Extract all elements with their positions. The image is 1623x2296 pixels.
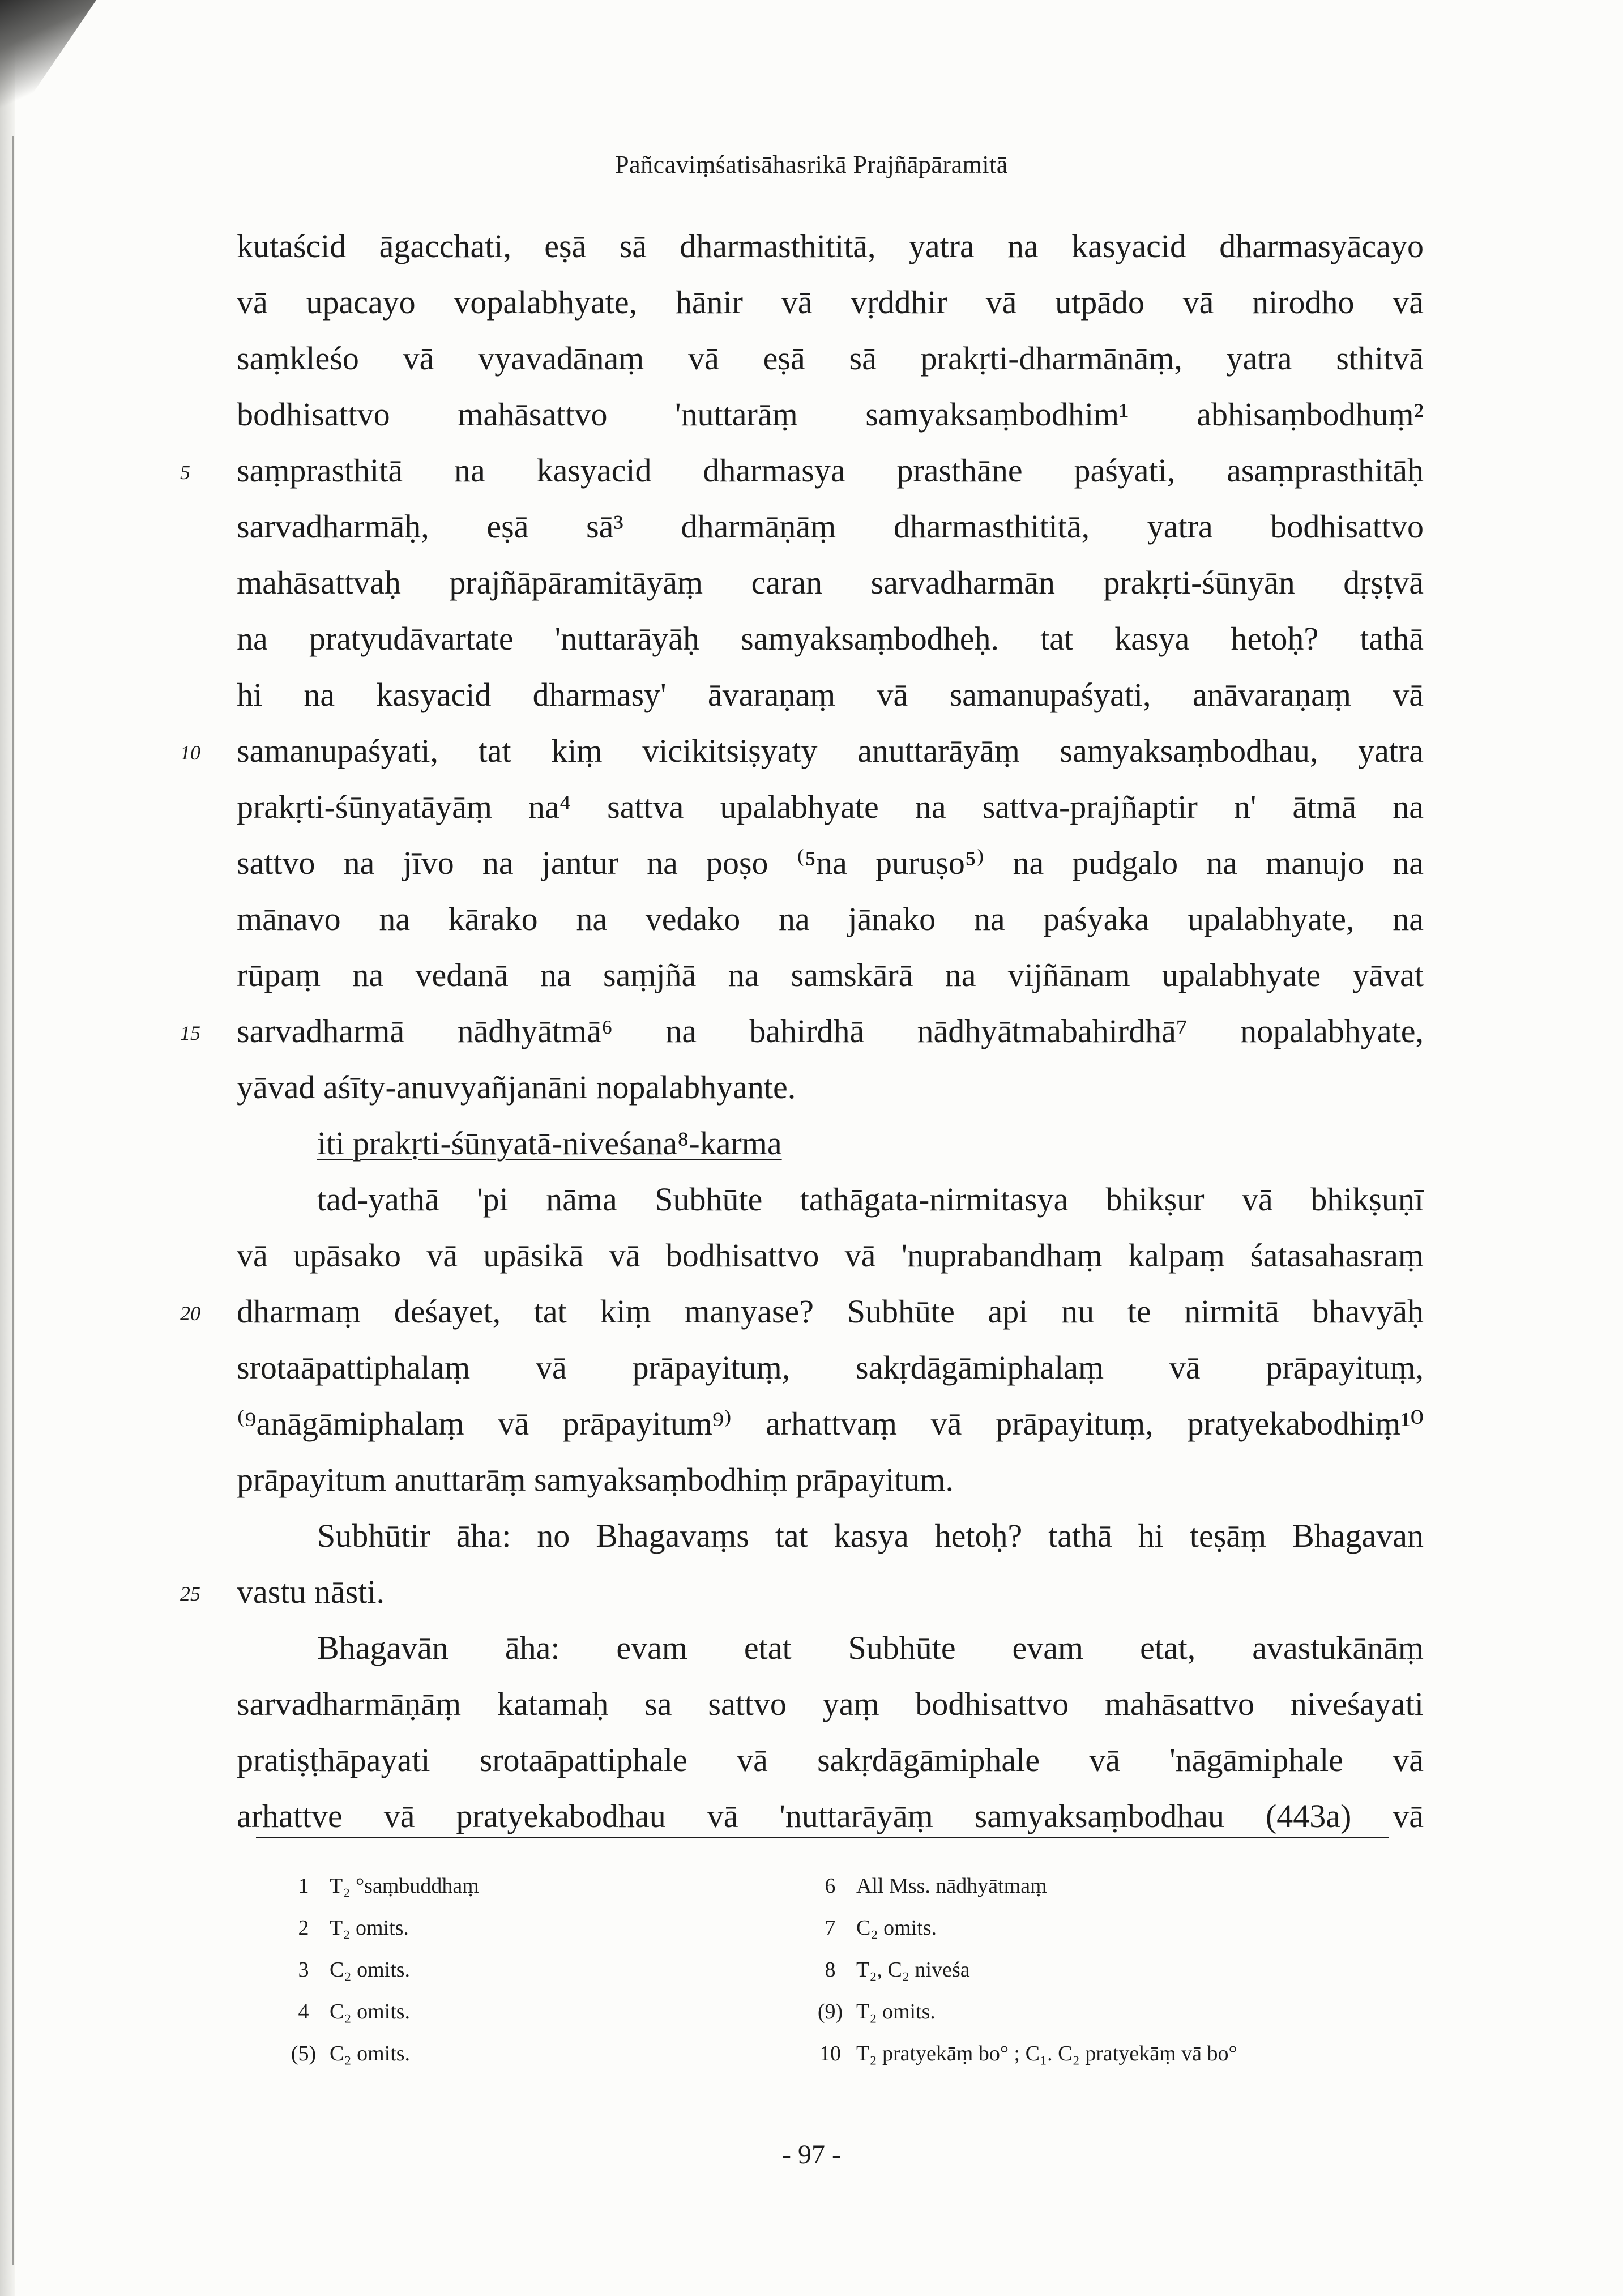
footnote-number: 10 (819, 2042, 841, 2065)
footnote-text: T₂ pratyekāṃ bo° ; C₁. C₂ pratyekāṃ vā bo° (856, 2042, 1237, 2065)
line-number: 5 (180, 461, 190, 484)
text-line: Subhūtir āha: no Bhagavaṃs tat kasya hetoḥ? tathā hi teṣāṃ Bhagavan (317, 1517, 1424, 1554)
page-number: - 97 - (782, 2140, 841, 2170)
footnote-number: (9) (817, 2000, 843, 2024)
binding-edge-line (12, 136, 14, 2265)
footnote (804, 1949, 1237, 1991)
footnote (277, 2033, 479, 2075)
footnote-number: 3 (298, 1958, 309, 1982)
text-line: yāvad aśīty-anuvyañjanāni nopalabhyante. (237, 1069, 796, 1106)
text-line: sarvadharmāḥ, eṣā sā³ dharmāṇāṃ dharmasthititā, yatra bodhisattvo (237, 508, 1424, 545)
text-line: hi na kasyacid dharmasy' āvaraṇaṃ vā samanupaśyati, anāvaraṇaṃ vā (237, 676, 1424, 713)
text-line: saṃkleśo vā vyavadānaṃ vā eṣā sā prakṛti-dharmānāṃ, yatra sthitvā (237, 340, 1424, 377)
text-line: arhattve vā pratyekabodhau vā 'nuttarāyāṃ samyaksaṃbodhau (443a) vā (237, 1798, 1424, 1834)
footnote-number: 2 (298, 1916, 309, 1940)
footnote-number: 4 (298, 2000, 309, 2024)
text-line: srotaāpattiphalaṃ vā prāpayituṃ, sakṛdāgāmiphalaṃ vā prāpayituṃ, (237, 1349, 1424, 1386)
running-head: Pañcaviṃśatisāhasrikā Prajñāpāramitā (615, 151, 1008, 178)
text-line: Bhagavān āha: evam etat Subhūte evam etat, avastukānāṃ (317, 1629, 1424, 1666)
footnote-text: T₂ omits. (330, 1916, 409, 1940)
text-line: vā upāsako vā upāsikā vā bodhisattvo vā 'nuprabandhaṃ kalpaṃ śatasahasraṃ (237, 1237, 1424, 1274)
text-line: 25 vastu nāsti. (237, 1564, 1424, 1620)
footnote-text: C₂ omits. (330, 1958, 411, 1982)
text-line: rūpaṃ na vedanā na saṃjñā na samskārā na vijñānam upalabhyate yāvat (237, 957, 1424, 993)
text-line: 15 sarvadharmā nādhyātmā⁶ na bahirdhā nādhyātmabahirdhā⁷ nopalabhyate, (237, 1003, 1424, 1059)
text-line: bodhisattvo mahāsattvo 'nuttarāṃ samyaksaṃbodhim¹ abhisaṃbodhuṃ² (237, 396, 1424, 433)
line-number: 20 (180, 1302, 200, 1325)
text-line: na pratyudāvartate 'nuttarāyāḥ samyaksaṃbodheḥ. tat kasya hetoḥ? tathā (237, 620, 1424, 657)
body-text (180, 218, 1424, 1844)
text-line: vā upacayo vopalabhyate, hānir vā vṛddhir vā utpādo vā nirodho vā (237, 284, 1424, 321)
footnote-number: 1 (298, 1874, 309, 1898)
footnote-number: 8 (825, 1958, 836, 1982)
text-line: sattvo na jīvo na jantur na poṣo ⁽⁵na puruṣo⁵⁾ na pudgalo na manujo na (237, 844, 1424, 881)
line-number: 25 (180, 1582, 200, 1605)
footnote (804, 1991, 1237, 2033)
text-line: pratiṣṭhāpayati srotaāpattiphale vā sakṛdāgāmiphale vā 'nāgāmiphale vā (237, 1742, 1424, 1778)
footnote-number: 6 (825, 1874, 836, 1898)
footnote (804, 1865, 1237, 1907)
footnote-text: C₂ omits. (330, 2000, 411, 2024)
line-number: 15 (180, 1022, 200, 1044)
line-number: 10 (180, 741, 200, 764)
text-line: prakṛti-śūnyatāyāṃ na⁴ sattva upalabhyate na sattva-prajñaptir n' ātmā na (237, 788, 1424, 825)
footnote (804, 2033, 1237, 2075)
footnotes-right-column (804, 1865, 1237, 2075)
text-line: prāpayitum anuttarāṃ samyaksaṃbodhiṃ prāpayitum. (237, 1461, 954, 1498)
footnote (277, 1991, 479, 2033)
footnote-text: T₂ omits. (856, 2000, 936, 2024)
footnote (277, 1865, 479, 1907)
footnote (804, 1907, 1237, 1949)
text-line: ⁽⁹anāgāmiphalaṃ vā prāpayitum⁹⁾ arhattvaṃ vā prāpayituṃ, pratyekabodhiṃ¹⁰ (237, 1405, 1424, 1442)
text-line: sarvadharmāṇāṃ katamaḥ sa sattvo yaṃ bodhisattvo mahāsattvo niveśayati (237, 1685, 1424, 1722)
footnotes-left-column (277, 1865, 479, 2075)
footnote-number: (5) (291, 2042, 317, 2065)
footnote-separator (256, 1837, 1389, 1838)
text-line: tad-yathā 'pi nāma Subhūte tathāgata-nirmitasya bhikṣur vā bhikṣuṇī (317, 1181, 1424, 1218)
text-line: mānavo na kārako na vedako na jānako na paśyaka upalabhyate, na (237, 901, 1424, 937)
footnote-text: C₂ omits. (330, 2042, 411, 2065)
text-line: 10 samanupaśyati, tat kiṃ vicikitsiṣyaty anuttarāyāṃ samyaksaṃbodhau, yatra (237, 723, 1424, 779)
text-line: 20 dharmaṃ deśayet, tat kiṃ manyase? Subhūte api nu te nirmitā bhavyāḥ (237, 1283, 1424, 1339)
footnote-text: T₂, C₂ niveśa (856, 1958, 970, 1982)
footnote-text: C₂ omits. (856, 1916, 937, 1940)
scan-corner-shadow (0, 0, 96, 130)
footnote-text: T₂ °saṃbuddhaṃ (330, 1874, 479, 1898)
footnote-text: All Mss. nādhyātmaṃ (856, 1874, 1047, 1898)
footnote-number: 7 (825, 1916, 836, 1940)
text-line: kutaścid āgacchati, eṣā sā dharmasthititā, yatra na kasyacid dharmasyācayo (237, 228, 1424, 264)
footnote (277, 1907, 479, 1949)
footnote (277, 1949, 479, 1991)
text-line: 5 saṃprasthitā na kasyacid dharmasya prasthāne paśyati, asaṃprasthitāḥ (237, 442, 1424, 498)
text-line: mahāsattvaḥ prajñāpāramitāyāṃ caran sarvadharmān prakṛti-śūnyān dṛṣṭvā (237, 564, 1424, 601)
section-title: iti prakṛti-śūnyatā-niveśana⁸-karma (317, 1125, 782, 1162)
